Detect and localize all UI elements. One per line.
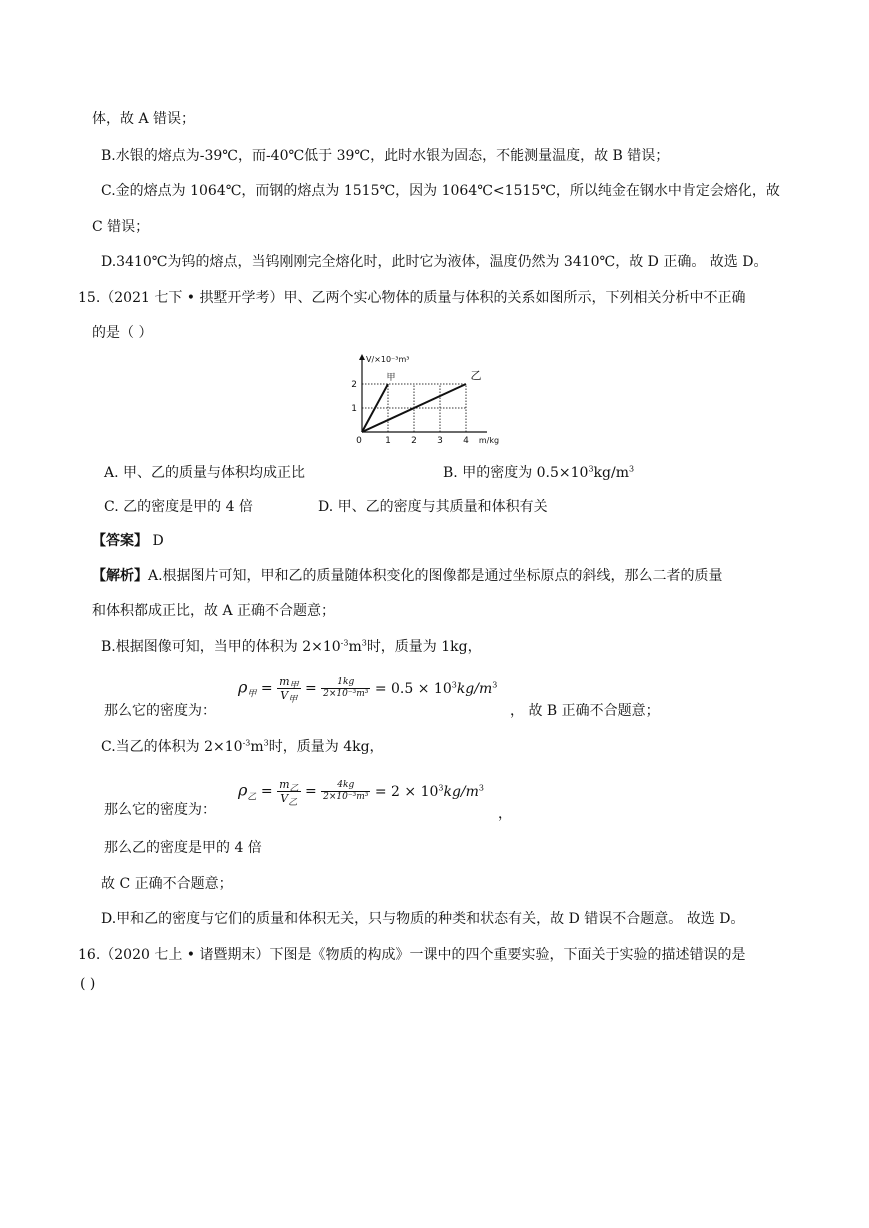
analysis-line: 那么乙的密度是甲的 4 倍 — [104, 840, 262, 856]
text-line: B.水银的熔点为-39℃，而-40℃低于 39℃，此时水银为固态，不能测量温度，故 B 错误； — [101, 148, 670, 164]
analysis-line: 和体积都成正比，故 A 正确不合题意； — [92, 603, 336, 619]
analysis-line: ， 故 B 正确不合题意； — [510, 703, 660, 719]
x-tick-label: 3 — [437, 436, 443, 446]
analysis-line: 那么它的密度为： — [104, 703, 216, 719]
analysis-line: 【解析】A.根据图片可知，甲和乙的质量随体积变化的图像都是通过坐标原点的斜线，那么二者的质量 — [92, 568, 723, 584]
analysis-line: 故 C 正确不合题意； — [101, 876, 233, 892]
y-tick-label: 1 — [351, 404, 357, 414]
series-label-jia: 甲 — [386, 373, 396, 383]
x-tick-label: 1 — [385, 436, 391, 446]
analysis-line: D.甲和乙的密度与它们的质量和体积无关，只与物质的种类和状态有关，故 D 错误不合题意。 故选 D。 — [101, 911, 745, 927]
option-c: C. 乙的密度是甲的 4 倍 — [104, 499, 253, 515]
y-axis-arrow — [359, 354, 365, 360]
x-tick-label: 4 — [463, 436, 469, 446]
question-16-stem-cont: ( ) — [80, 976, 96, 992]
option-a: A. 甲、乙的质量与体积均成正比 — [104, 465, 306, 481]
x-tick-label: 2 — [411, 436, 417, 446]
analysis-line: ， — [498, 806, 512, 822]
option-d: D. 甲、乙的密度与其质量和体积有关 — [318, 499, 548, 515]
question-15-stem: 15.（2021 七下 • 拱墅开学考）甲、乙两个实心物体的质量与体积的关系如图所示，下列相关分析中不正确 — [78, 290, 746, 306]
question-15-stem-cont: 的是（ ） — [92, 325, 153, 341]
analysis-line: B.根据图像可知，当甲的体积为 $2\times 10^{-3}m^3$时，质量为 1kg， — [101, 638, 482, 655]
mass-volume-chart — [350, 352, 500, 452]
x-axis-label: m/kg — [478, 436, 500, 445]
question-16-stem: 16.（2020 七上 • 诸暨期末）下图是《物质的构成》一课中的四个重要实验，下面关于实验的描述错误的是 — [78, 947, 746, 963]
analysis-line: C.当乙的体积为 $2\times 10^{-3}m^3$时，质量为 4kg， — [101, 738, 384, 755]
y-axis-label: V/×10⁻³m³ — [366, 355, 410, 364]
analysis-line: 那么它的密度为： — [104, 802, 216, 818]
text-line: D.3410℃为钨的熔点，当钨刚刚完全熔化时，此时它为液体，温度仍然为 3410℃，故 D 正确。 故选 D。 — [101, 254, 768, 270]
option-b: B. 甲的密度为 $0.5\times 10^3kg/m^3$ — [443, 464, 635, 481]
text-line: C 错误； — [92, 219, 150, 235]
text-line: 体，故 A 错误； — [92, 111, 196, 127]
y-tick-label: 2 — [351, 380, 357, 390]
answer: 【答案】 D — [92, 533, 164, 549]
x-tick-label: 0 — [356, 436, 362, 446]
series-label-yi: 乙 — [470, 369, 482, 382]
density-formula-jia: $\rho_甲$ = $\frac{m_甲}{V_甲}$ = $\frac{1kg}{\text{2×10⁻³m³}}$ = $0.5 \times 10^3kg/m^3$ — [238, 675, 498, 706]
text-line: C.金的熔点为 1064℃，而钢的熔点为 1515℃，因为 1064℃<1515℃，所以纯金在钢水中肯定会熔化，故 — [101, 183, 780, 199]
density-formula-yi: $\rho_乙$ = $\frac{m_乙}{V_乙}$ = $\frac{4kg}{\text{2×10⁻³m³}}$ = $2 \times 10^3kg/m^3$ — [238, 778, 485, 809]
